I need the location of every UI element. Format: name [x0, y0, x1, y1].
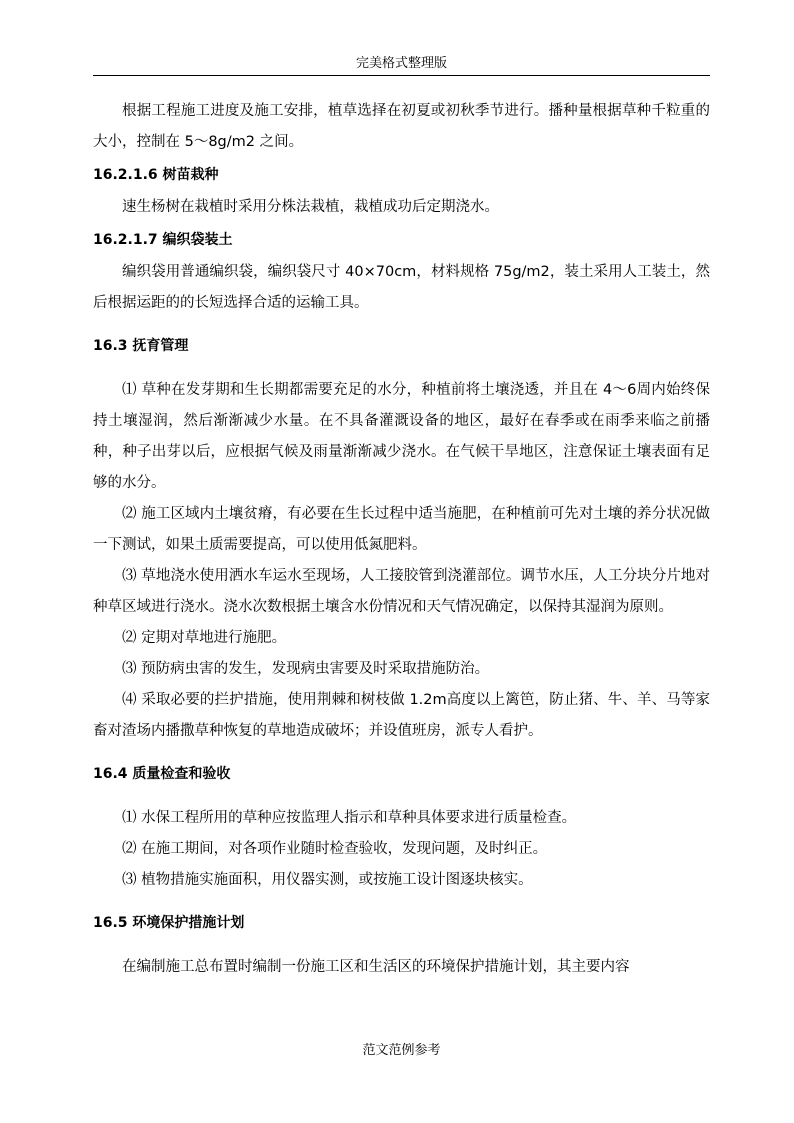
paragraph-env-plan: 在编制施工总布置时编制一份施工区和生活区的环境保护措施计划，其主要内容 [122, 959, 630, 975]
page-header: 完美格式整理版 [355, 56, 447, 71]
list-item-pest: ⑶ 预防病虫害的发生，发现病虫害要及时采取措施防治。 [122, 661, 490, 677]
heading-16-3: 16.3 抚育管理 [93, 338, 189, 354]
document-body [93, 96, 710, 983]
paragraph-sowing: 根据工程施工进度及施工安排，植草选择在初夏或初秋季节进行。播种量根据草种千粒重的大小，控制在 5～8g/m2 之间。 [93, 103, 710, 150]
list-item-inspection: ⑵ 在施工期间，对各项作业随时检查验收，发现问题，及时纠正。 [122, 841, 548, 857]
list-item-quality-check: ⑴ 水保工程所用的草种应按监理人指示和草种具体要求进行质量检查。 [122, 810, 577, 826]
heading-16-2-1-7: 16.2.1.7 编织袋装土 [93, 232, 233, 248]
list-item-area-measure: ⑶ 植物措施实施面积，用仪器实测，或按施工设计图逐块核实。 [122, 872, 533, 888]
page-footer: 范文范例参考 [362, 1043, 441, 1058]
header-rule [93, 75, 710, 76]
paragraph-woven-bags: 编织袋用普通编织袋，编织袋尺寸 40×70cm，材料规格 75g/m2，装土采用人工装土，然后根据运距的的长短选择合适的运输工具。 [93, 264, 710, 311]
heading-16-4: 16.4 质量检查和验收 [93, 766, 231, 782]
list-item-fertilize: ⑵ 施工区域内土壤贫瘠，有必要在生长过程中适当施肥，在种植前可先对土壤的养分状况做一下测试，如果土质需要提高，可以使用低氮肥料。 [93, 506, 710, 553]
list-item-irrigation: ⑶ 草地浇水使用洒水车运水至现场，人工接胶管到浇灌部位。调节水压，人工分块分片地对种草区域进行浇水。浇水次数根据土壤含水份情况和天气情况确定，以保持其湿润为原则。 [93, 568, 710, 615]
heading-16-5: 16.5 环境保护措施计划 [93, 915, 245, 931]
paragraph-tree-planting: 速生杨树在栽植时采用分株法栽植，栽植成功后定期浇水。 [122, 199, 499, 215]
heading-16-2-1-6: 16.2.1.6 树苗栽种 [93, 167, 219, 183]
list-item-water: ⑴ 草种在发芽期和生长期都需要充足的水分，种植前将土壤浇透，并且在 4～6周内始终保持土壤湿润，然后渐渐减少水量。在不具备灌溉设备的地区，最好在春季或在雨季来临之前播种，种子出芽以后，应根据气候及雨量渐渐减少浇水。在气候干旱地区，注意保证土壤表面有足够的水分。 [93, 382, 710, 491]
list-item-fence: ⑷ 采取必要的拦护措施，使用荆棘和树枝做 1.2m高度以上篱笆，防止猪、牛、羊、马等家畜对渣场内播撒草种恢复的草地造成破坏；并设值班房，派专人看护。 [93, 692, 710, 739]
list-item-regular-fertilize: ⑵ 定期对草地进行施肥。 [122, 630, 287, 646]
